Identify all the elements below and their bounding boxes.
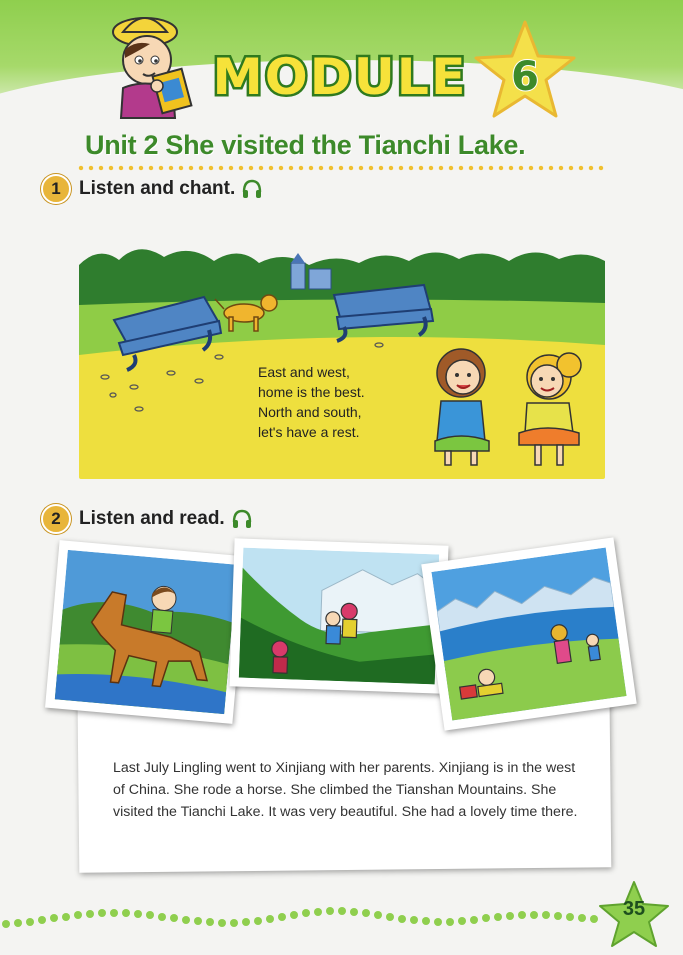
unit-title: Unit 2 She visited the Tianchi Lake. [85, 130, 526, 160]
section2-heading [41, 504, 253, 534]
module-word: MODULE [212, 48, 468, 106]
section1-number-badge: 1 [41, 174, 71, 204]
chant-line: let's have a rest. [258, 424, 360, 440]
photo-climbing-mountains [229, 538, 448, 693]
chant-line: East and west, [258, 364, 350, 380]
section1-title: Listen and chant. [79, 178, 236, 199]
chant-line: home is the best. [258, 384, 365, 400]
photo-tianchi-lake [421, 537, 636, 730]
section2-title: Listen and read. [79, 508, 225, 529]
module-title-art [205, 42, 475, 112]
kid-mascot-illustration [95, 10, 205, 120]
section1-heading [41, 174, 263, 204]
chant-line: North and south, [258, 404, 362, 420]
chant-text [258, 362, 418, 442]
page-number: 35 [622, 898, 646, 920]
module-number-star [470, 18, 580, 123]
title-dotted-divider [76, 165, 606, 171]
headphones-icon[interactable] [231, 508, 253, 530]
module-number: 6 [511, 54, 539, 100]
section2-number-badge: 2 [41, 504, 71, 534]
photo-riding-horse [45, 540, 247, 724]
story-text: Last July Lingling went to Xinjiang with her parents. Xinjiang is in the west of China. She rode a horse. She climbed the Tianshan Mountains. She visited the Tianchi Lake. It was very beautiful. She had a lovely time there. [113, 760, 578, 820]
headphones-icon[interactable] [241, 178, 263, 200]
bottom-dotted-border [0, 900, 600, 930]
